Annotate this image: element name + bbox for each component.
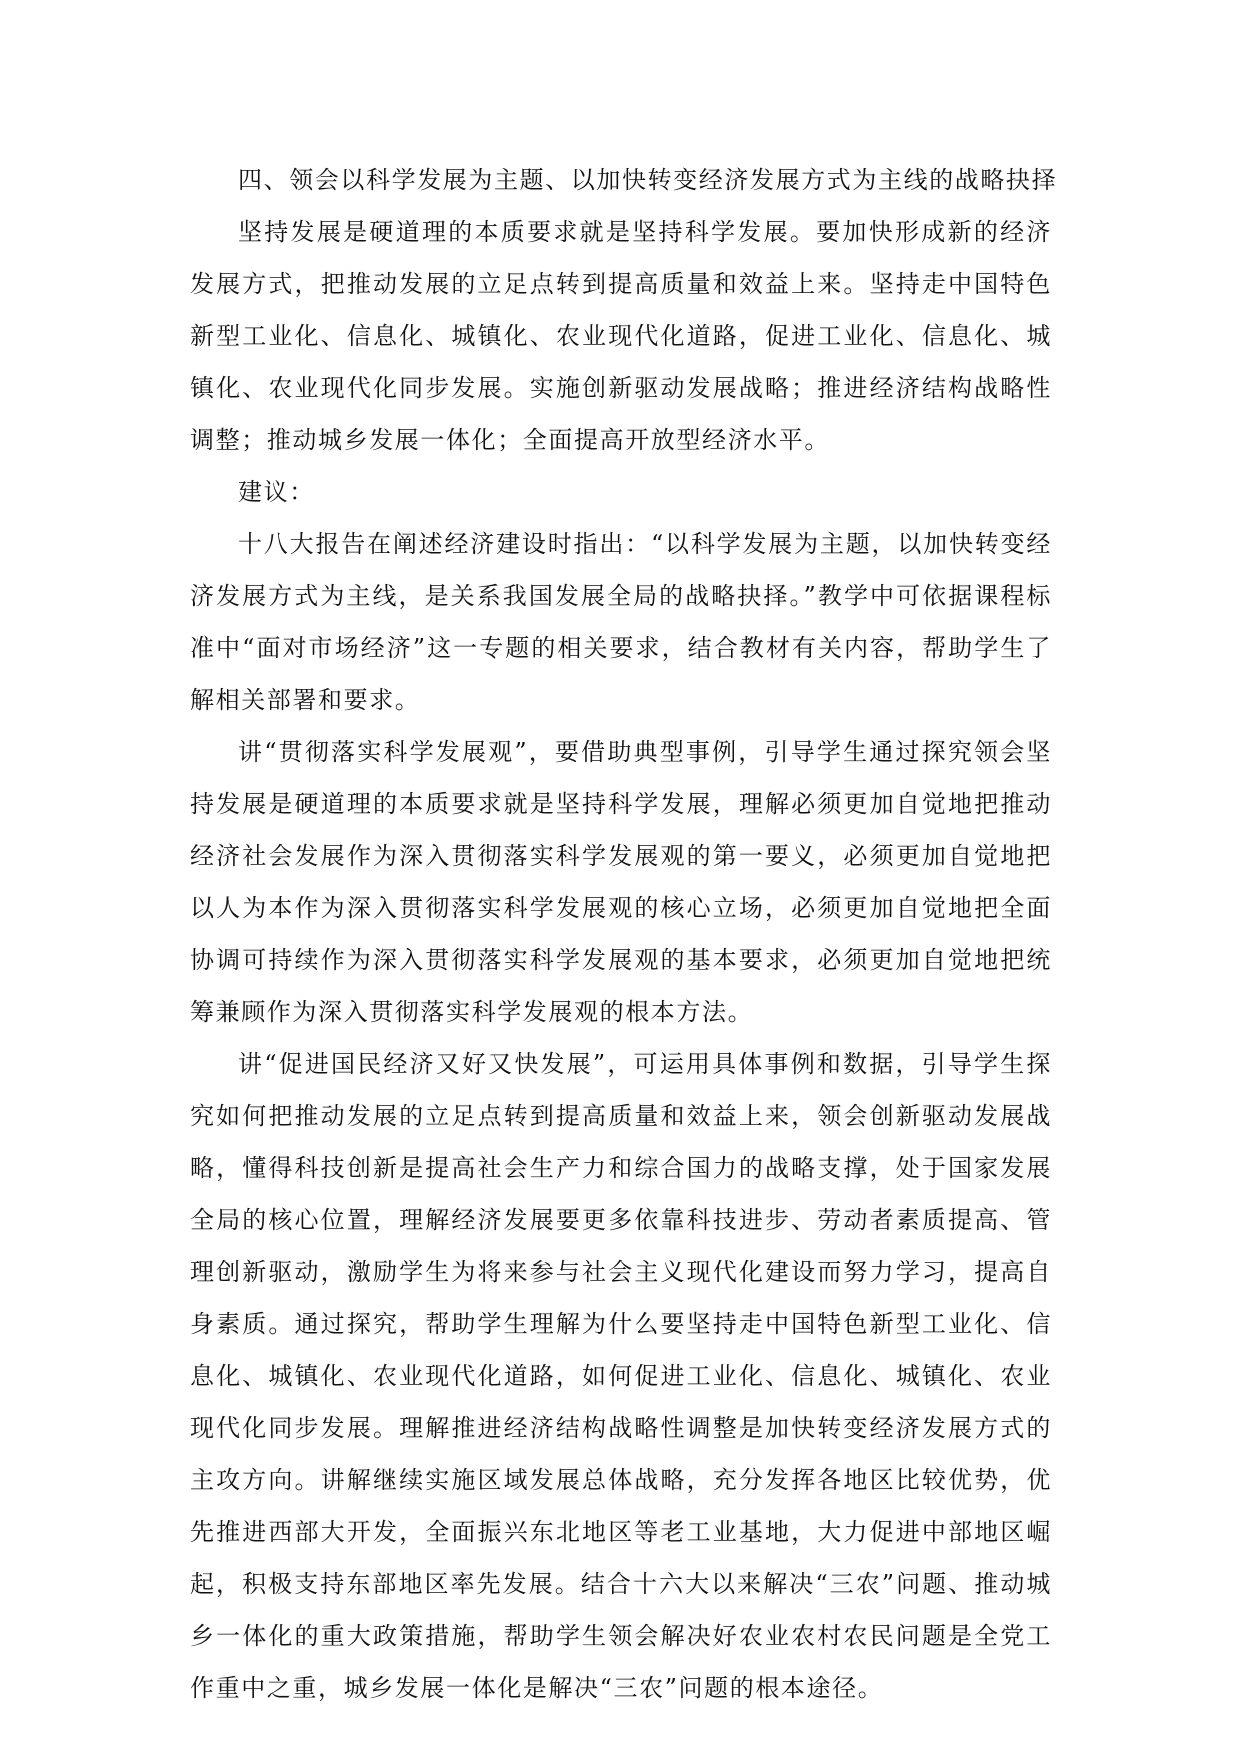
document-body bbox=[190, 154, 1058, 1714]
paragraph-scientific-outlook: 讲“贯彻落实科学发展观”，要借助典型事例，引导学生通过探究领会坚持发展是硬道理的本质要求就是坚持科学发展，理解必须更加自觉地把推动经济社会发展作为深入贯彻落实科学发展观的第一要义，必须更加自觉地把以人为本作为深入贯彻落实科学发展观的核心立场，必须更加自觉地把全面协调可持续作为深入贯彻落实科学发展观的基本要求，必须更加自觉地把统筹兼顾作为深入贯彻落实科学发展观的根本方法。 bbox=[190, 738, 1052, 1026]
paragraph-report-quote: 十八大报告在阐述经济建设时指出：“以科学发展为主题，以加快转变经济发展方式为主线，是关系我国发展全局的战略抉择。”教学中可依据课程标准中“面对市场经济”这一专题的相关要求，结合教材有关内容，帮助学生了解相关部署和要求。 bbox=[190, 530, 1052, 714]
section-heading: 四、领会以科学发展为主题、以加快转变经济发展方式为主线的战略抉择 bbox=[238, 166, 1058, 194]
paragraph-economic-development: 讲“促进国民经济又好又快发展”，可运用具体事例和数据，引导学生探究如何把推动发展的立足点转到提高质量和效益上来，领会创新驱动发展战略，懂得科技创新是提高社会生产力和综合国力的战略支撑，处于国家发展全局的核心位置，理解经济发展要更多依靠科技进步、劳动者素质提高、管理创新驱动，激励学生为将来参与社会主义现代化建设而努力学习，提高自身素质。通过探究，帮助学生理解为什么要坚持走中国特色新型工业化、信息化、城镇化、农业现代化道路，如何促进工业化、信息化、城镇化、农业现代化同步发展。理解推进经济结构战略性调整是加快转变经济发展方式的主攻方向。讲解继续实施区域发展总体战略，充分发挥各地区比较优势，优先推进西部大开发，全面振兴东北地区等老工业基地，大力促进中部地区崛起，积极支持东部地区率先发展。结合十六大以来解决“三农”问题、推动城乡一体化的重大政策措施，帮助学生领会解决好农业农村农民问题是全党工作重中之重，城乡发展一体化是解决“三农”问题的根本途径。 bbox=[190, 1050, 1052, 1702]
paragraph-suggestion-label: 建议： bbox=[238, 478, 315, 506]
paragraph-principle: 坚持发展是硬道理的本质要求就是坚持科学发展。要加快形成新的经济发展方式，把推动发展的立足点转到提高质量和效益上来。坚持走中国特色新型工业化、信息化、城镇化、农业现代化道路，促进工业化、信息化、城镇化、农业现代化同步发展。实施创新驱动发展战略；推进经济结构战略性调整；推动城乡发展一体化；全面提高开放型经济水平。 bbox=[190, 218, 1052, 454]
